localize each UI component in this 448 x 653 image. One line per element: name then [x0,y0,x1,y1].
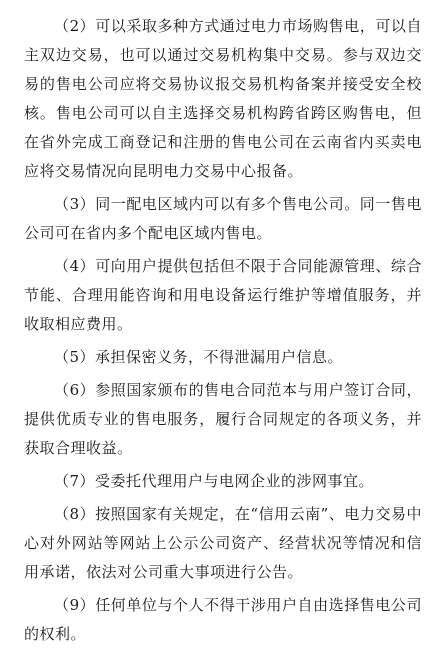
clause-9-paragraph: （9）任何单位与个人不得干涉用户自由选择售电公司的权利。 [24,596,422,643]
clause-3-paragraph: （3）同一配电区域内可以有多个售电公司。同一售电公司可在省内多个配电区域内售电。 [24,195,422,242]
clause-5-paragraph: （5）承担保密义务，不得泄漏用户信息。 [54,348,344,366]
clause-2-paragraph: （2）可以采取多种方式通过电力市场购售电，可以自主双边交易，也可以通过交易机构集中交易。参与双边交易的售电公司应将交易协议报交易机构备案并接受安全校核。售电公司可以自主选择交易机构跨省跨区购售电，但在省外完成工商登记和注册的售电公司在云南省内买卖电应将交易情况向昆明电力交易中心报备。 [24,17,422,180]
clause-8-paragraph: （8）按照国家有关规定，在“信用云南”、电力交易中心对外网站等网站上公示公司资产、经营状况等情况和信用承诺，依法对公司重大事项进行公告。 [24,505,422,581]
clause-6-paragraph: （6）参照国家颁布的售电合同范本与用户签订合同，提供优质专业的售电服务，履行合同规定的各项义务，并获取合理收益。 [24,381,422,457]
clause-7-paragraph: （7）受委托代理用户与电网企业的涉网事宜。 [54,472,375,490]
document-page [24,12,422,653]
clause-4-paragraph: （4）可向用户提供包括但不限于合同能源管理、综合节能、合理用能咨询和用电设备运行维护等增值服务，并收取相应费用。 [24,257,422,333]
